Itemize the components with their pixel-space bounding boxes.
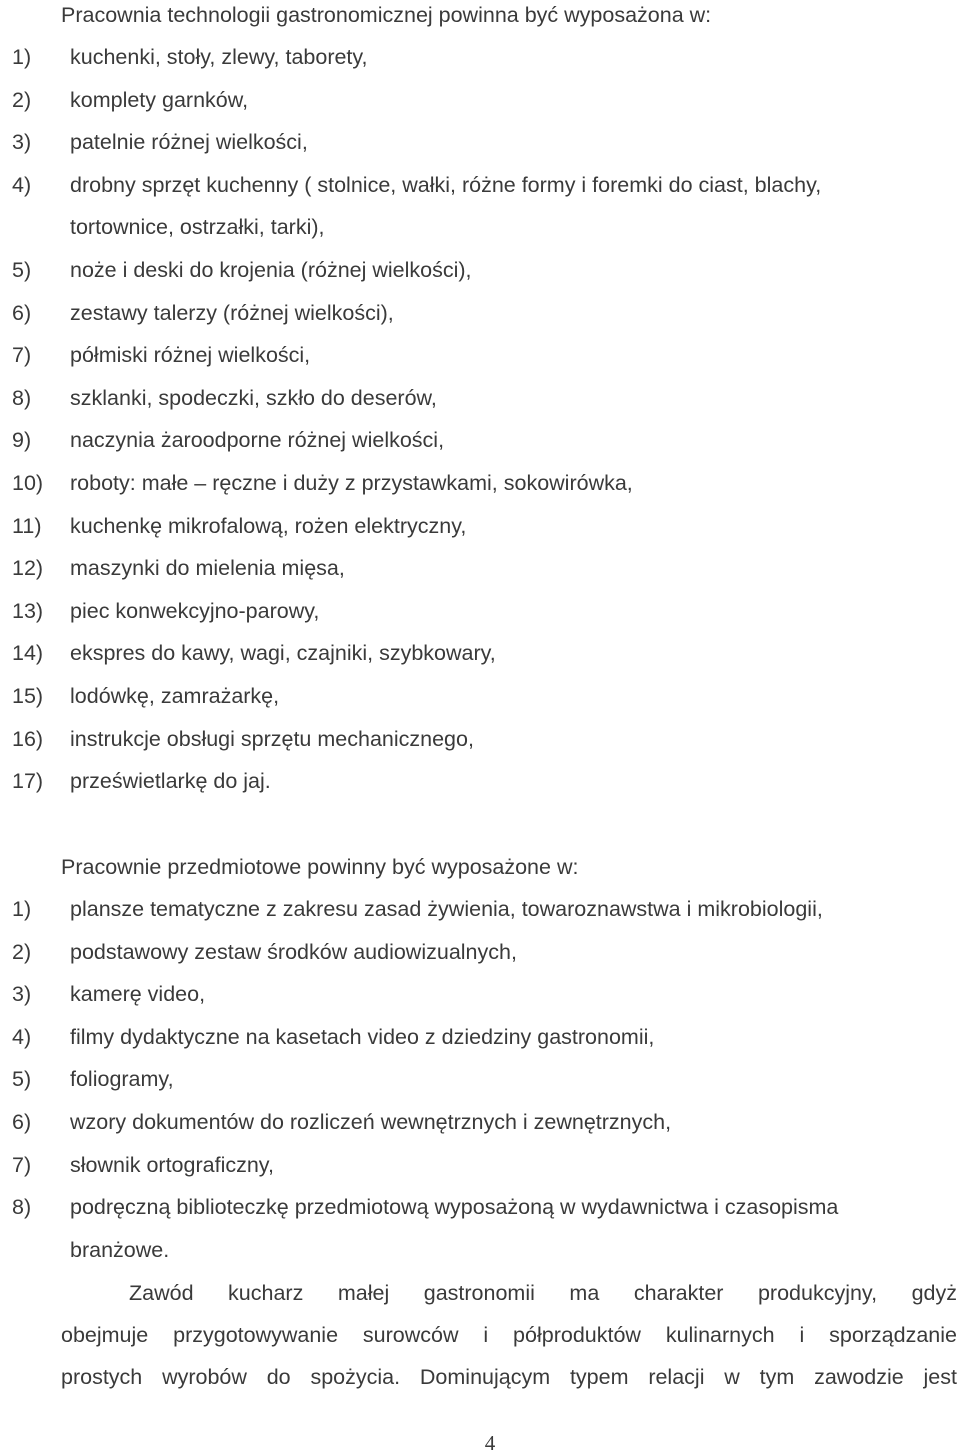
paragraph-line: Zawód kucharz małej gastronomii ma charakter produkcyjny, gdyż <box>129 1281 957 1305</box>
list-item-text: naczynia żaroodporne różnej wielkości, <box>70 428 445 453</box>
list-item-number: 12) <box>12 556 44 581</box>
list-item-text: szklanki, spodeczki, szkło do deserów, <box>70 385 437 410</box>
paragraph-line: prostych wyrobów do spożycia. Dominującym typem relacji w tym zawodzie jest <box>61 1365 957 1389</box>
list-item-number: 3) <box>12 982 32 1007</box>
list-item-text: noże i deski do krojenia (różnej wielkości), <box>70 258 472 282</box>
list-item-number: 10) <box>12 471 44 495</box>
list-item-number: 2) <box>12 939 32 964</box>
list-item-text: tortownice, ostrzałki, tarki), <box>70 215 325 240</box>
list-item-text: plansze tematyczne z zakresu zasad żywienia, towaroznawstwa i mikrobiologii, <box>70 897 823 921</box>
list-item-text: maszynki do mielenia mięsa, <box>70 556 345 581</box>
list-item-text: instrukcje obsługi sprzętu mechanicznego, <box>70 726 474 751</box>
list-item-number: 5) <box>12 258 32 282</box>
list-item-number: 15) <box>12 684 44 708</box>
section-heading: Pracownie przedmiotowe powinny być wyposażone w: <box>61 855 579 879</box>
list-item-number: 7) <box>12 1152 32 1177</box>
list-item-text: podstawowy zestaw środków audiowizualnych, <box>70 939 517 964</box>
paragraph-line: obejmuje przygotowywanie surowców i półproduktów kulinarnych i sporządzanie <box>61 1323 957 1347</box>
list-item-number: 14) <box>12 641 44 666</box>
list-item-text: drobny sprzęt kuchenny ( stolnice, wałki, różne formy i foremki do ciast, blachy, <box>70 172 822 197</box>
list-item-text: piec konwekcyjno-parowy, <box>70 598 320 623</box>
list-item-text: wzory dokumentów do rozliczeń wewnętrznych i zewnętrznych, <box>70 1110 672 1134</box>
list-item-number: 6) <box>12 300 32 325</box>
list-item-text: branżowe. <box>70 1237 170 1262</box>
list-item-text: kuchenkę mikrofalową, rożen elektryczny, <box>70 513 467 538</box>
list-item-number: 17) <box>12 769 44 794</box>
section-heading: Pracownia technologii gastronomicznej powinna być wyposażona w: <box>61 3 712 27</box>
list-item-number: 4) <box>12 1024 32 1049</box>
list-item-text: ekspres do kawy, wagi, czajniki, szybkowary, <box>70 641 496 666</box>
list-item-number: 16) <box>12 726 44 751</box>
list-item-number: 6) <box>12 1110 32 1134</box>
list-item-number: 1) <box>12 897 32 921</box>
list-item-number: 7) <box>12 343 32 368</box>
list-item-number: 13) <box>12 598 44 623</box>
list-item-text: prześwietlarkę do jaj. <box>70 769 271 794</box>
page-number: 4 <box>484 1431 496 1455</box>
list-item-text: kamerę video, <box>70 982 206 1007</box>
list-item-number: 11) <box>12 513 42 538</box>
list-item-number: 3) <box>12 130 32 155</box>
list-item-number: 2) <box>12 87 32 112</box>
list-item-text: półmiski różnej wielkości, <box>70 343 311 368</box>
list-item-text: kuchenki, stoły, zlewy, taborety, <box>70 45 368 69</box>
list-item-text: podręczną biblioteczkę przedmiotową wyposażoną w wydawnictwa i czasopisma <box>70 1195 839 1220</box>
list-item-number: 5) <box>12 1067 32 1092</box>
list-item-text: roboty: małe – ręczne i duży z przystawkami, sokowirówka, <box>70 471 633 495</box>
list-item-text: słownik ortograficzny, <box>70 1152 274 1177</box>
list-item-number: 4) <box>12 172 32 197</box>
list-item-text: komplety garnków, <box>70 87 249 112</box>
list-item-text: patelnie różnej wielkości, <box>70 130 308 155</box>
list-item-number: 9) <box>12 428 32 453</box>
list-item-number: 8) <box>12 1195 32 1220</box>
list-item-number: 8) <box>12 385 32 410</box>
list-item-text: foliogramy, <box>70 1067 174 1092</box>
list-item-text: lodówkę, zamrażarkę, <box>70 684 280 708</box>
list-item-text: filmy dydaktyczne na kasetach video z dziedziny gastronomii, <box>70 1024 655 1049</box>
list-item-text: zestawy talerzy (różnej wielkości), <box>70 300 394 325</box>
list-item-number: 1) <box>12 45 32 69</box>
